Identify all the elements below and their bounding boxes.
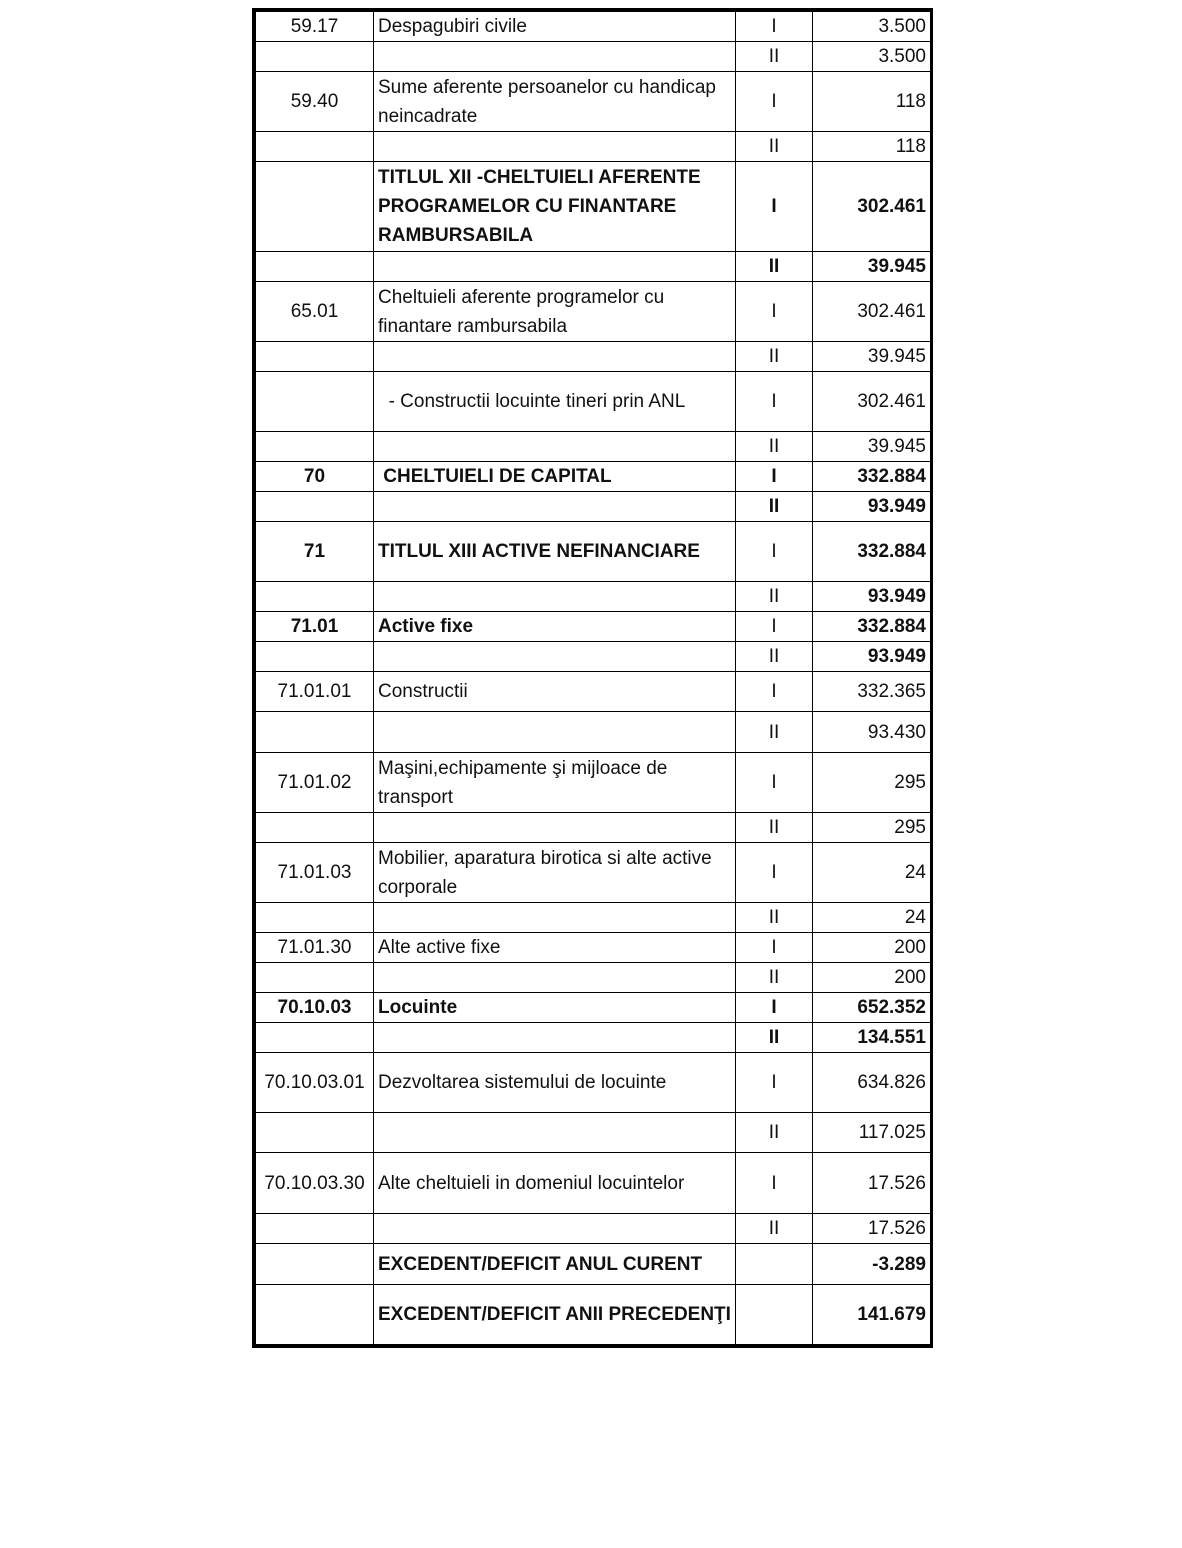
table-row: [256, 1244, 931, 1285]
table-row: [256, 342, 931, 372]
row-name: Maşini,echipamente şi mijloace de transport: [374, 753, 736, 813]
row-code: [256, 1285, 374, 1345]
row-name: [374, 1113, 736, 1153]
row-name: [374, 582, 736, 612]
row-semester: I: [736, 1053, 813, 1113]
row-semester: I: [736, 843, 813, 903]
row-semester: [736, 1244, 813, 1285]
row-name: [374, 42, 736, 72]
table-row: [256, 462, 931, 492]
row-code: [256, 903, 374, 933]
row-semester: II: [736, 1113, 813, 1153]
row-name: [374, 1023, 736, 1053]
row-name: [374, 342, 736, 372]
row-value: 93.430: [813, 712, 931, 753]
budget-table: [255, 11, 931, 1345]
row-value: 200: [813, 963, 931, 993]
row-name: Locuinte: [374, 993, 736, 1023]
row-semester: II: [736, 813, 813, 843]
row-semester: II: [736, 582, 813, 612]
row-code: 71.01.01: [256, 672, 374, 712]
row-value: 634.826: [813, 1053, 931, 1113]
row-name: [374, 252, 736, 282]
row-code: 70.10.03: [256, 993, 374, 1023]
row-value: 118: [813, 132, 931, 162]
row-code: 70.10.03.30: [256, 1153, 374, 1214]
table-row: [256, 522, 931, 582]
row-code: [256, 642, 374, 672]
row-code: 71.01: [256, 612, 374, 642]
row-code: [256, 252, 374, 282]
row-semester: I: [736, 72, 813, 132]
table-row: [256, 1285, 931, 1345]
row-name: TITLUL XIII ACTIVE NEFINANCIARE: [374, 522, 736, 582]
row-semester: II: [736, 963, 813, 993]
row-code: [256, 162, 374, 252]
row-value: 295: [813, 753, 931, 813]
row-value: 17.526: [813, 1214, 931, 1244]
row-value: 332.884: [813, 462, 931, 492]
row-code: [256, 712, 374, 753]
row-value: 200: [813, 933, 931, 963]
table-row: [256, 282, 931, 342]
row-name: TITLUL XII -CHELTUIELI AFERENTE PROGRAMELOR CU FINANTARE RAMBURSABILA: [374, 162, 736, 252]
row-semester: II: [736, 492, 813, 522]
row-semester: II: [736, 42, 813, 72]
table-row: [256, 612, 931, 642]
row-semester: II: [736, 642, 813, 672]
budget-table-body: [256, 12, 931, 1345]
budget-sheet: [252, 8, 933, 1348]
row-value: 118: [813, 72, 931, 132]
table-row: [256, 1113, 931, 1153]
row-code: [256, 582, 374, 612]
row-code: 71.01.02: [256, 753, 374, 813]
table-row: [256, 843, 931, 903]
row-value: 24: [813, 843, 931, 903]
table-row: [256, 432, 931, 462]
row-name: - Constructii locuinte tineri prin ANL: [374, 372, 736, 432]
row-code: [256, 132, 374, 162]
row-code: 71: [256, 522, 374, 582]
row-semester: II: [736, 903, 813, 933]
row-code: 71.01.03: [256, 843, 374, 903]
row-semester: II: [736, 252, 813, 282]
row-name: [374, 642, 736, 672]
row-code: [256, 42, 374, 72]
table-row: [256, 903, 931, 933]
row-value: 302.461: [813, 282, 931, 342]
row-semester: I: [736, 282, 813, 342]
row-semester: II: [736, 432, 813, 462]
row-value: 93.949: [813, 642, 931, 672]
row-code: [256, 1023, 374, 1053]
row-name: [374, 432, 736, 462]
table-row: [256, 372, 931, 432]
row-value: 39.945: [813, 342, 931, 372]
row-name: [374, 492, 736, 522]
row-code: 70.10.03.01: [256, 1053, 374, 1113]
row-semester: II: [736, 1214, 813, 1244]
row-name: Cheltuieli aferente programelor cu finantare rambursabila: [374, 282, 736, 342]
row-code: [256, 1113, 374, 1153]
table-row: [256, 933, 931, 963]
row-semester: I: [736, 612, 813, 642]
row-name: [374, 903, 736, 933]
table-row: [256, 642, 931, 672]
table-row: [256, 252, 931, 282]
row-name: Mobilier, aparatura birotica si alte active corporale: [374, 843, 736, 903]
row-semester: II: [736, 132, 813, 162]
row-value: 332.884: [813, 522, 931, 582]
row-value: -3.289: [813, 1244, 931, 1285]
row-value: 302.461: [813, 162, 931, 252]
row-code: [256, 1244, 374, 1285]
row-name: Dezvoltarea sistemului de locuinte: [374, 1053, 736, 1113]
row-value: 652.352: [813, 993, 931, 1023]
row-semester: II: [736, 712, 813, 753]
row-code: [256, 1214, 374, 1244]
row-semester: II: [736, 1023, 813, 1053]
row-code: [256, 492, 374, 522]
row-name: CHELTUIELI DE CAPITAL: [374, 462, 736, 492]
table-row: [256, 993, 931, 1023]
table-row: [256, 963, 931, 993]
row-value: 93.949: [813, 492, 931, 522]
row-value: 3.500: [813, 12, 931, 42]
table-row: [256, 712, 931, 753]
row-semester: I: [736, 933, 813, 963]
row-name: Active fixe: [374, 612, 736, 642]
row-code: [256, 813, 374, 843]
row-semester: I: [736, 1153, 813, 1214]
table-row: [256, 672, 931, 712]
row-name: [374, 1214, 736, 1244]
row-value: 24: [813, 903, 931, 933]
row-name: [374, 813, 736, 843]
row-code: 59.40: [256, 72, 374, 132]
row-semester: I: [736, 12, 813, 42]
row-name: Sume aferente persoanelor cu handicap neincadrate: [374, 72, 736, 132]
row-semester: I: [736, 753, 813, 813]
table-row: [256, 1214, 931, 1244]
row-semester: I: [736, 372, 813, 432]
row-value: 141.679: [813, 1285, 931, 1345]
row-value: 117.025: [813, 1113, 931, 1153]
table-row: [256, 1153, 931, 1214]
row-value: 134.551: [813, 1023, 931, 1053]
row-value: 302.461: [813, 372, 931, 432]
row-name: EXCEDENT/DEFICIT ANUL CURENT: [374, 1244, 736, 1285]
row-value: 17.526: [813, 1153, 931, 1214]
row-code: [256, 432, 374, 462]
table-row: [256, 132, 931, 162]
row-semester: I: [736, 672, 813, 712]
table-row: [256, 72, 931, 132]
row-value: 332.365: [813, 672, 931, 712]
row-name: [374, 712, 736, 753]
row-code: 70: [256, 462, 374, 492]
row-value: 39.945: [813, 432, 931, 462]
row-code: 65.01: [256, 282, 374, 342]
row-name: EXCEDENT/DEFICIT ANII PRECEDENŢI: [374, 1285, 736, 1345]
table-row: [256, 582, 931, 612]
row-name: Constructii: [374, 672, 736, 712]
table-row: [256, 753, 931, 813]
table-row: [256, 42, 931, 72]
row-semester: I: [736, 993, 813, 1023]
row-name: Alte cheltuieli in domeniul locuintelor: [374, 1153, 736, 1214]
row-code: [256, 372, 374, 432]
table-row: [256, 813, 931, 843]
row-value: 332.884: [813, 612, 931, 642]
table-row: [256, 1053, 931, 1113]
row-value: 39.945: [813, 252, 931, 282]
row-name: Alte active fixe: [374, 933, 736, 963]
row-name: Despagubiri civile: [374, 12, 736, 42]
row-name: [374, 132, 736, 162]
table-row: [256, 492, 931, 522]
row-semester: [736, 1285, 813, 1345]
table-row: [256, 162, 931, 252]
row-value: 93.949: [813, 582, 931, 612]
row-code: [256, 342, 374, 372]
row-semester: I: [736, 462, 813, 492]
row-value: 3.500: [813, 42, 931, 72]
row-code: 59.17: [256, 12, 374, 42]
row-value: 295: [813, 813, 931, 843]
row-semester: II: [736, 342, 813, 372]
row-semester: I: [736, 162, 813, 252]
row-code: 71.01.30: [256, 933, 374, 963]
table-row: [256, 12, 931, 42]
table-row: [256, 1023, 931, 1053]
row-name: [374, 963, 736, 993]
row-code: [256, 963, 374, 993]
row-semester: I: [736, 522, 813, 582]
